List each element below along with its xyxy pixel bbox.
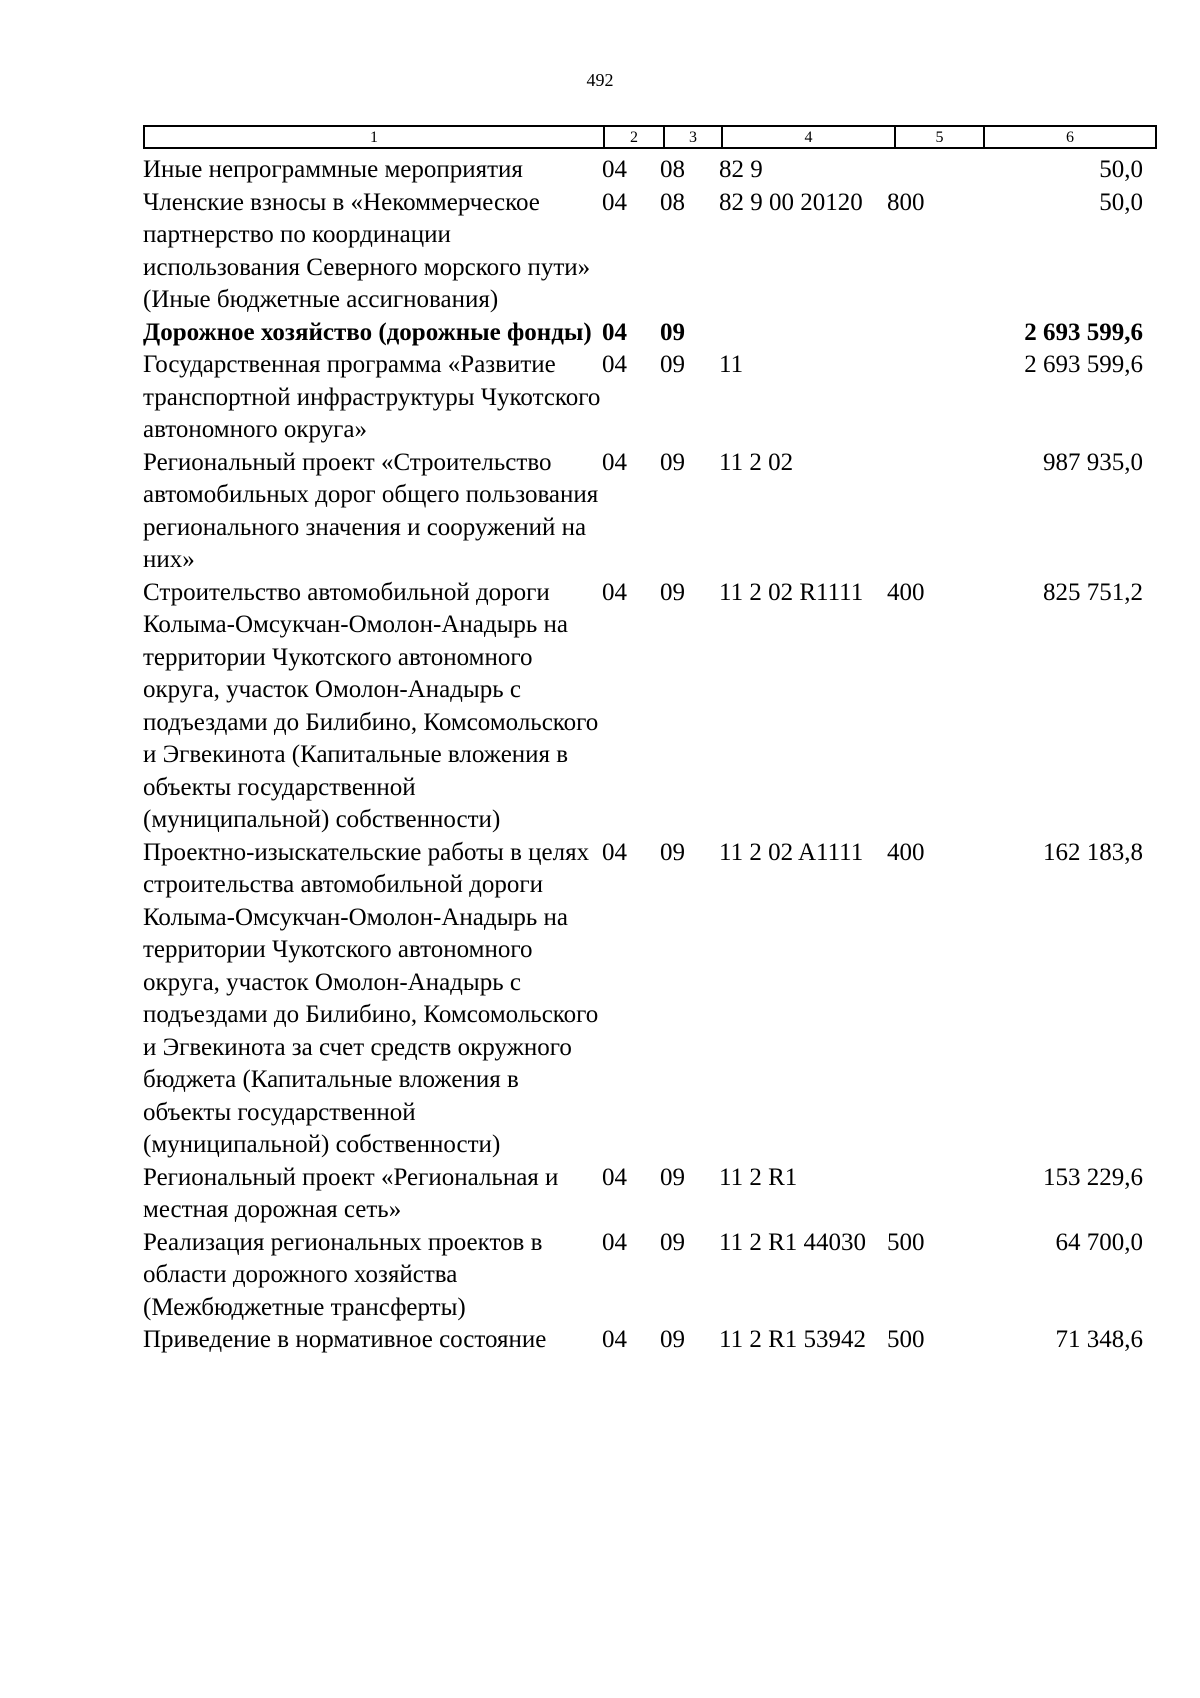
header-col-3: 3 — [664, 126, 722, 148]
row-subsection-code: 09 — [660, 318, 685, 346]
table-row — [143, 447, 1143, 577]
row-section-code: 04 — [602, 578, 627, 606]
row-subsection-code: 09 — [660, 838, 685, 866]
table-row — [143, 1324, 1143, 1357]
table-row — [143, 317, 1143, 350]
row-section-code: 04 — [602, 1326, 627, 1353]
row-target-article: 11 — [719, 351, 744, 378]
header-col-1: 1 — [144, 126, 604, 148]
row-expense-type — [886, 447, 973, 577]
row-target-article: 11 2 R1 53942 — [719, 1326, 866, 1353]
row-name: Приведение в нормативное состояние — [143, 1326, 547, 1353]
row-subsection-code: 09 — [660, 448, 685, 476]
row-section-code: 04 — [602, 838, 627, 866]
row-section-code: 04 — [602, 318, 627, 346]
row-subsection-code: 09 — [660, 1228, 685, 1256]
table-row — [143, 154, 1143, 187]
row-target-article — [715, 317, 886, 350]
row-amount: 64 700,0 — [1055, 1228, 1143, 1256]
header-row — [144, 126, 1156, 148]
header-col-6: 6 — [984, 126, 1156, 148]
row-section-code: 04 — [602, 448, 627, 476]
row-expense-type: 400 — [887, 578, 925, 606]
row-name: Строительство автомобильной дороги Колыма-Омсукчан-Омолон-Анадырь на территории Чукотского автономного округа, участок Омолон-Анадырь с подъездами до Билибино, Комсомольского и Эгвекинота (Капитальные вложения в объекты государственной (муниципальной) собственности) — [143, 578, 599, 833]
row-amount: 987 935,0 — [1043, 448, 1143, 476]
row-subsection-code: 09 — [660, 351, 685, 378]
row-expense-type — [886, 317, 973, 350]
row-expense-type — [886, 1162, 973, 1227]
header-col-4: 4 — [722, 126, 895, 148]
row-target-article: 11 2 R1 44030 — [719, 1228, 866, 1256]
table-row — [143, 577, 1143, 837]
row-expense-type — [886, 154, 973, 187]
table-row — [143, 1227, 1143, 1325]
row-amount: 2 693 599,6 — [1024, 351, 1143, 378]
row-name: Дорожное хозяйство (дорожные фонды) — [143, 318, 592, 346]
row-name: Проектно-изыскательские работы в целях строительства автомобильной дороги Колыма-Омсукчан-Омолон-Анадырь на территории Чукотского автономного округа, участок Омолон-Анадырь с подъездами до Билибино, Комсомольского и Эгвекинота за счет средств окружного бюджета (Капитальные вложения в объекты государственной (муниципальной) собственности) — [143, 838, 599, 1158]
row-target-article: 82 9 00 20120 — [719, 188, 863, 216]
budget-table — [143, 154, 1143, 1357]
row-expense-type: 400 — [887, 838, 925, 866]
row-amount: 2 693 599,6 — [1024, 318, 1143, 346]
row-section-code: 04 — [602, 351, 627, 378]
row-name: Иные непрограммные мероприятия — [143, 156, 523, 183]
row-expense-type: 500 — [887, 1228, 925, 1256]
header-col-5: 5 — [895, 126, 984, 148]
row-expense-type — [886, 349, 973, 447]
row-name: Государственная программа «Развитие транспортной инфраструктуры Чукотского автономного округа» — [143, 351, 601, 443]
row-amount: 50,0 — [1099, 188, 1143, 216]
table-row — [143, 187, 1143, 317]
row-amount: 162 183,8 — [1043, 838, 1143, 866]
row-amount: 71 348,6 — [1055, 1326, 1143, 1353]
header-col-2: 2 — [604, 126, 664, 148]
row-target-article: 11 2 02 R1111 — [719, 578, 864, 606]
row-section-code: 04 — [602, 156, 627, 183]
row-target-article: 11 2 R1 — [719, 1163, 798, 1191]
row-subsection-code: 09 — [660, 1326, 685, 1353]
page-number: 492 — [586, 70, 614, 90]
row-name: Членские взносы в «Некоммерческое партнерство по координации использования Северного морского пути» (Иные бюджетные ассигнования) — [143, 188, 591, 313]
row-target-article: 82 9 — [719, 156, 763, 183]
row-name: Реализация региональных проектов в области дорожного хозяйства (Межбюджетные трансферты) — [143, 1228, 543, 1321]
row-name: Региональный проект «Строительство автомобильных дорог общего пользования регионального значения и сооружений на них» — [143, 448, 599, 573]
row-amount: 50,0 — [1099, 156, 1143, 183]
row-section-code: 04 — [602, 1163, 627, 1191]
table-row — [143, 1162, 1143, 1227]
row-section-code: 04 — [602, 188, 627, 216]
row-amount: 153 229,6 — [1043, 1163, 1143, 1191]
row-subsection-code: 09 — [660, 578, 685, 606]
row-subsection-code: 08 — [660, 188, 685, 216]
row-section-code: 04 — [602, 1228, 627, 1256]
row-amount: 825 751,2 — [1043, 578, 1143, 606]
row-subsection-code: 09 — [660, 1163, 685, 1191]
column-number-header — [143, 125, 1157, 149]
table-row — [143, 349, 1143, 447]
row-expense-type: 500 — [887, 1326, 925, 1353]
row-expense-type: 800 — [887, 188, 925, 216]
row-subsection-code: 08 — [660, 156, 685, 183]
row-name: Региональный проект «Региональная и местная дорожная сеть» — [143, 1163, 559, 1223]
row-target-article: 11 2 02 — [719, 448, 794, 476]
budget-table-body — [143, 154, 1143, 1357]
row-target-article: 11 2 02 A1111 — [719, 838, 864, 866]
table-row — [143, 837, 1143, 1162]
